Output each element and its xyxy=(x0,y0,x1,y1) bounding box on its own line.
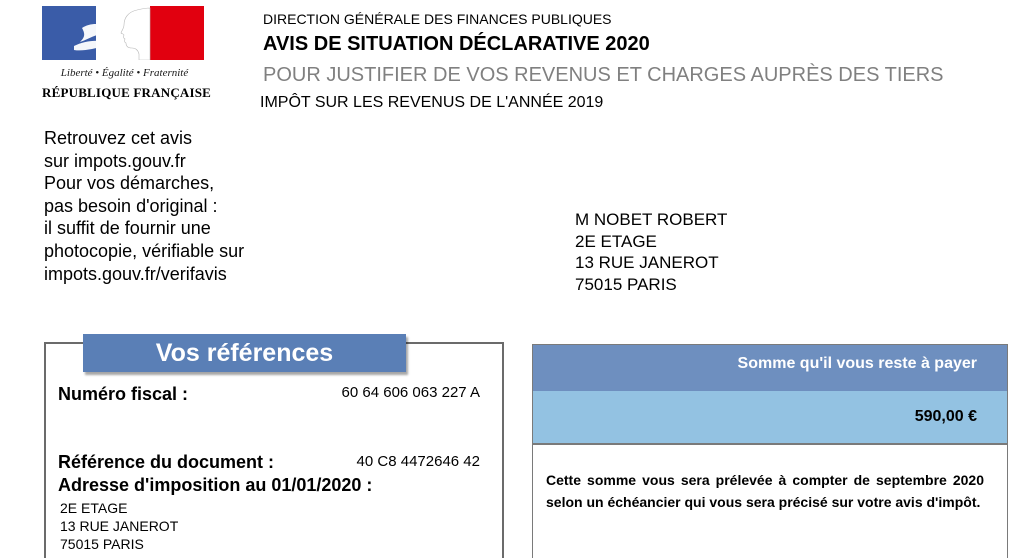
info-line: pas besoin d'original : xyxy=(44,195,218,216)
info-line: sur impots.gouv.fr xyxy=(44,150,186,171)
address-line: 2E ETAGE xyxy=(60,500,128,516)
info-line: impots.gouv.fr/verifavis xyxy=(44,263,227,284)
fiscal-number-value: 60 64 606 063 227 A xyxy=(341,384,480,401)
divider xyxy=(533,443,1007,445)
address-line: 13 RUE JANEROT xyxy=(60,518,179,534)
payment-header: Somme qu'il vous reste à payer xyxy=(533,345,1007,391)
address-line: M NOBET ROBERT xyxy=(575,210,728,229)
address-line: 13 RUE JANEROT xyxy=(575,253,719,273)
info-line: il suffit de fournir une xyxy=(44,218,211,239)
issuer-name: DIRECTION GÉNÉRALE DES FINANCES PUBLIQUES xyxy=(263,11,612,27)
republic-name: RÉPUBLIQUE FRANÇAISE xyxy=(42,85,212,100)
document-title: AVIS DE SITUATION DÉCLARATIVE 2020 xyxy=(263,33,650,55)
address-line: 2E ETAGE xyxy=(575,231,657,251)
document-reference-value: 40 C8 4472646 42 xyxy=(356,453,480,470)
motto: Liberté • Égalité • Fraternité xyxy=(60,67,189,79)
document-subtitle: POUR JUSTIFIER DE VOS REVENUS ET CHARGES AUPRÈS DES TIERS xyxy=(263,64,944,86)
info-line: photocopie, vérifiable sur xyxy=(44,240,245,261)
marianne-flag-icon xyxy=(42,6,204,60)
info-line: Retrouvez cet avis xyxy=(44,128,193,148)
imposition-address-label: Adresse d'imposition au 01/01/2020 : xyxy=(58,475,373,495)
address-line: 75015 PARIS xyxy=(575,275,677,295)
fiscal-number-label: Numéro fiscal : xyxy=(58,384,189,404)
recipient-address xyxy=(575,209,727,296)
payment-note: Cette somme vous sera prélevée à compter de septembre 2020 selon un échéancier qui vous sera précisé sur votre avis d'impôt. xyxy=(546,472,984,510)
amount-due: 590,00 € xyxy=(533,391,1007,443)
imposition-address xyxy=(60,499,178,553)
document-reference-label: Référence du document : xyxy=(58,452,275,472)
republique-francaise-logo xyxy=(42,6,212,104)
references-title: Vos références xyxy=(83,334,406,372)
address-line: 75015 PARIS xyxy=(60,536,144,552)
tax-year: IMPÔT SUR LES REVENUS DE L'ANNÉE 2019 xyxy=(260,94,604,111)
info-line: Pour vos démarches, xyxy=(44,173,215,194)
verification-info xyxy=(44,127,244,285)
